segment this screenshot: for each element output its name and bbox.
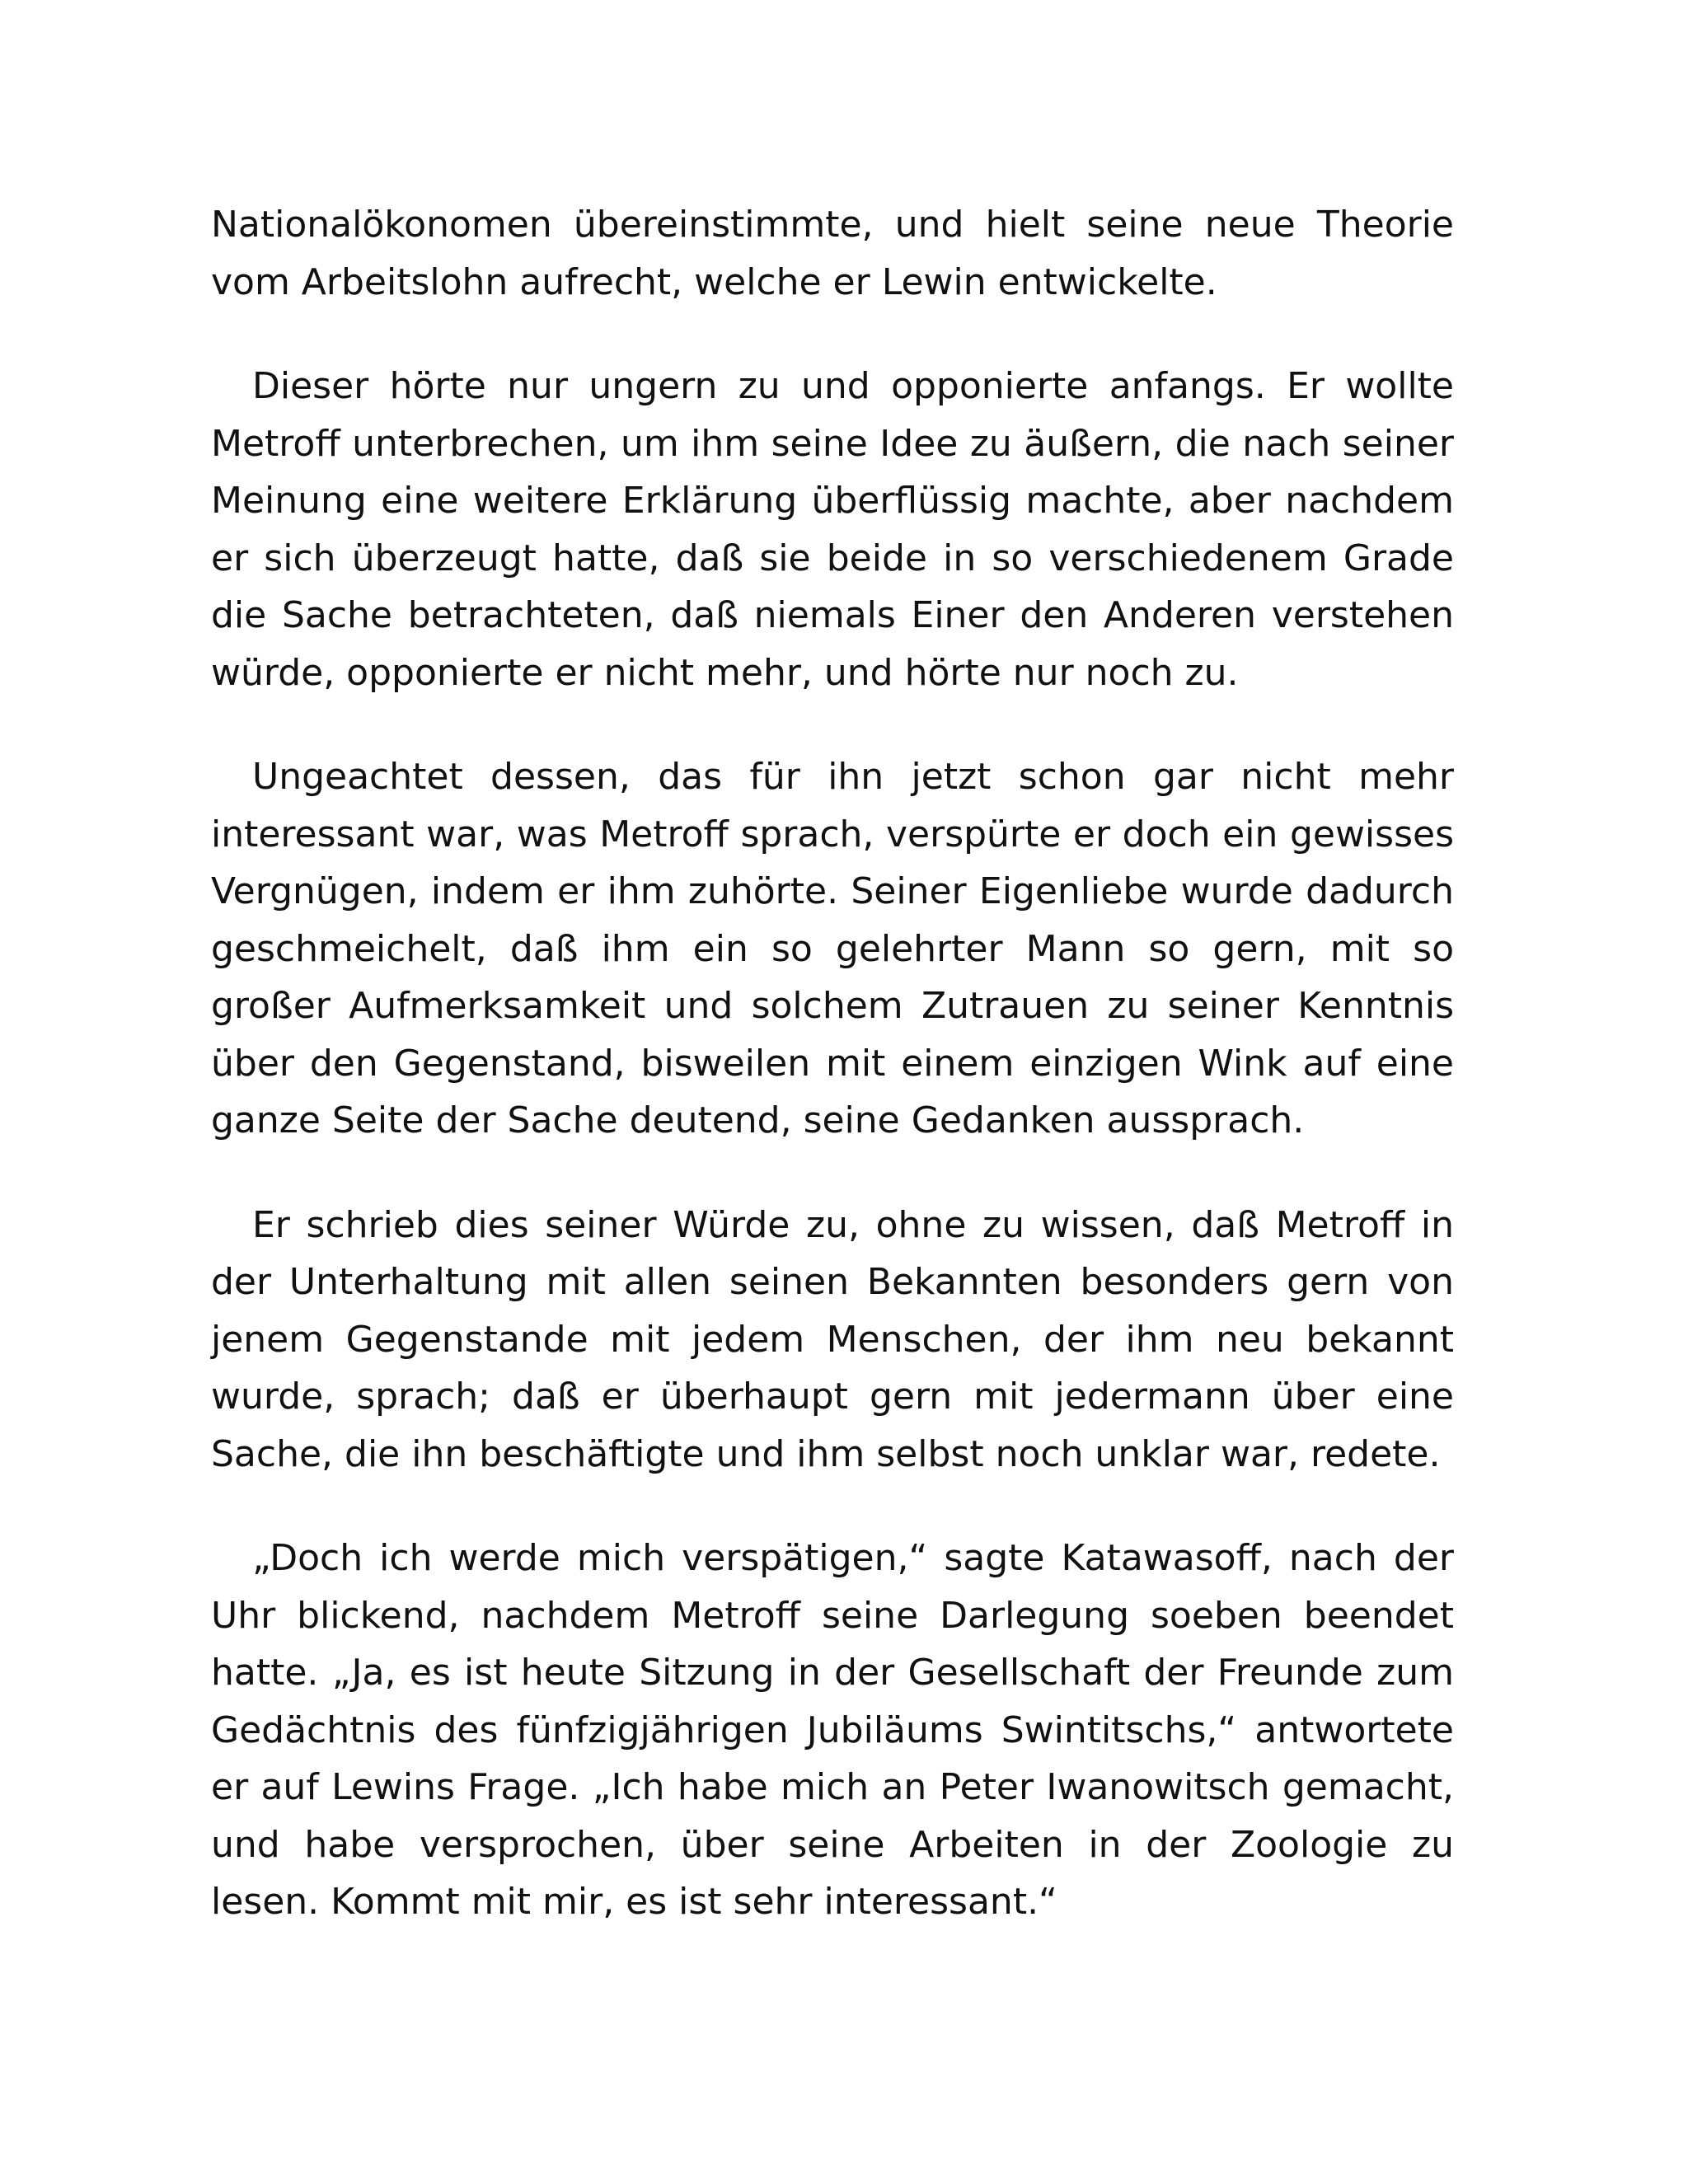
paragraph-3: Ungeachtet dessen, das für ihn jetzt schon gar nicht mehr interessant war, was Metroff sprach, verspürte er doch ein gewisses Vergnügen, indem er ihm zuhörte. Seiner Eigenliebe wurde dadurch geschmeichelt, daß ihm ein so gelehrter Mann so gern, mit so großer Aufmerksamkeit und solchem Zutrauen zu seiner Kenntnis über den Gegenstand, bisweilen mit einem einzigen Wink auf eine ganze Seite der Sache deutend, seine Gedanken aussprach.	[211, 756, 1454, 1141]
paragraph-5: „Doch ich werde mich verspätigen,“ sagte Katawasoff, nach der Uhr blickend, nachdem Metroff seine Darlegung soeben beendet hatte. „Ja, es ist heute Sitzung in der Gesellschaft der Freunde zum Gedächtnis des fünfzigjährigen Jubiläums Swintitschs,“ antwortete er auf Lewins Frage. „Ich habe mich an Peter Iwanowitsch gemacht, und habe versprochen, über seine Arbeiten in der Zoologie zu lesen. Kommt mit mir, es ist sehr interessant.“	[211, 1537, 1454, 1923]
paragraph-4: Er schrieb dies seiner Würde zu, ohne zu wissen, daß Metroff in der Unterhaltung mit allen seinen Bekannten besonders gern von jenem Gegenstande mit jedem Menschen, der ihm neu bekannt wurde, sprach; daß er überhaupt gern mit jedermann über eine Sache, die ihn beschäftigte und ihm selbst noch unklar war, redete.	[211, 1203, 1454, 1475]
paragraph-1: Nationalökonomen übereinstimmte, und hielt seine neue Theorie vom Arbeitslohn aufrecht, welche er Lewin entwickelte.	[211, 204, 1454, 303]
paragraph-2: Dieser hörte nur ungern zu und opponierte anfangs. Er wollte Metroff unterbrechen, um ihm seine Idee zu äußern, die nach seiner Meinung eine weitere Erklärung überflüssig machte, aber nachdem er sich überzeugt hatte, daß sie beide in so verschiedenem Grade die Sache betrachteten, daß niemals Einer den Anderen verstehen würde, opponierte er nicht mehr, und hörte nur noch zu.	[211, 365, 1454, 694]
text-body	[211, 196, 1454, 1978]
